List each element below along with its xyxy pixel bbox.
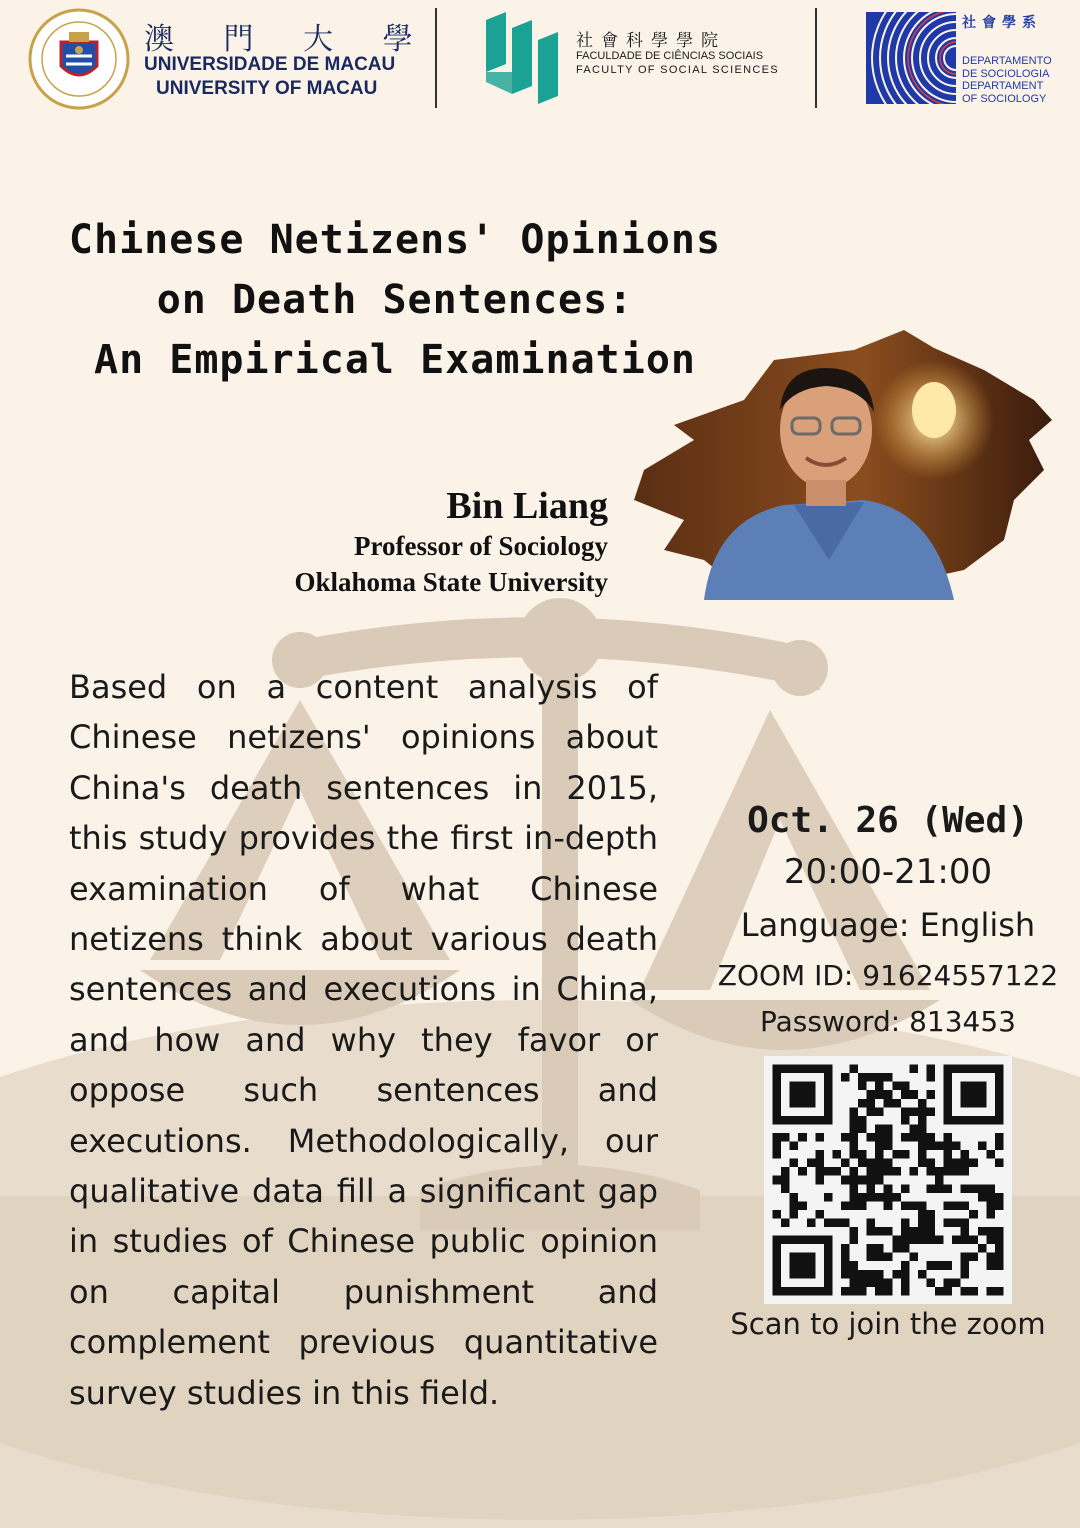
event-time: 20:00-21:00	[783, 852, 993, 892]
title-line-2: on Death Sentences:	[156, 277, 634, 323]
soc-chinese-name: 社會學系	[962, 15, 1042, 31]
talk-title	[60, 210, 730, 390]
zoom-id: ZOOM ID: 91624557122	[717, 959, 1059, 992]
fss-portuguese-name: FACULDADE DE CIÊNCIAS SOCIAIS	[576, 50, 764, 62]
soc-name-line: OF SOCIOLOGY	[962, 92, 1047, 105]
speaker-photo	[634, 330, 1054, 602]
faculty-social-sciences-logo-icon	[486, 12, 558, 104]
fss-chinese-name: 社會科學學院	[576, 31, 726, 51]
soc-department-name	[962, 55, 1052, 105]
event-date: Oct. 26 (Wed)	[747, 800, 1029, 841]
speaker-role: Professor of Sociology	[354, 531, 608, 561]
header-divider	[815, 8, 817, 108]
soc-name-line: DEPARTAMENT	[962, 80, 1044, 92]
um-english-name: UNIVERSITY OF MACAU	[156, 78, 378, 99]
qr-caption: Scan to join the zoom	[730, 1307, 1046, 1341]
speaker-info	[180, 484, 608, 600]
title-line-3: An Empirical Examination	[94, 337, 696, 383]
header-divider	[435, 8, 437, 108]
um-portuguese-name: UNIVERSIDADE DE MACAU	[144, 54, 396, 75]
fss-english-name: FACULTY OF SOCIAL SCIENCES	[576, 64, 779, 76]
soc-name-line: DEPARTAMENTO	[962, 55, 1052, 67]
soc-name-line: DE SOCIOLOGIA	[962, 67, 1050, 80]
event-language: Language: English	[740, 906, 1036, 944]
speaker-name: Bin Liang	[446, 485, 608, 527]
university-of-macau-seal-icon	[28, 8, 130, 110]
header	[0, 0, 1080, 120]
speaker-affiliation: Oklahoma State University	[294, 567, 608, 597]
sociology-department-logo-icon	[866, 12, 956, 104]
talk-abstract: Based on a content analysis of Chinese netizens' opinions about China's death sentences in 2015, this study provides the first in-depth examination of what Chinese netizens think about various death sentences and executions in China, and how and why they favor or oppose such sentences and executions. Methodologically, our qualitative data fill a significant gap in studies of Chinese public opinion on capital punishment and complement previous quantitative survey studies in this field.	[69, 668, 658, 1412]
um-chinese-name: 澳 門 大 學	[144, 22, 433, 57]
event-details	[700, 796, 1076, 1044]
zoom-password: Password: 813453	[759, 1005, 1016, 1038]
zoom-qr-code-icon[interactable]	[764, 1056, 1012, 1304]
title-line-1: Chinese Netizens' Opinions	[68, 217, 722, 263]
